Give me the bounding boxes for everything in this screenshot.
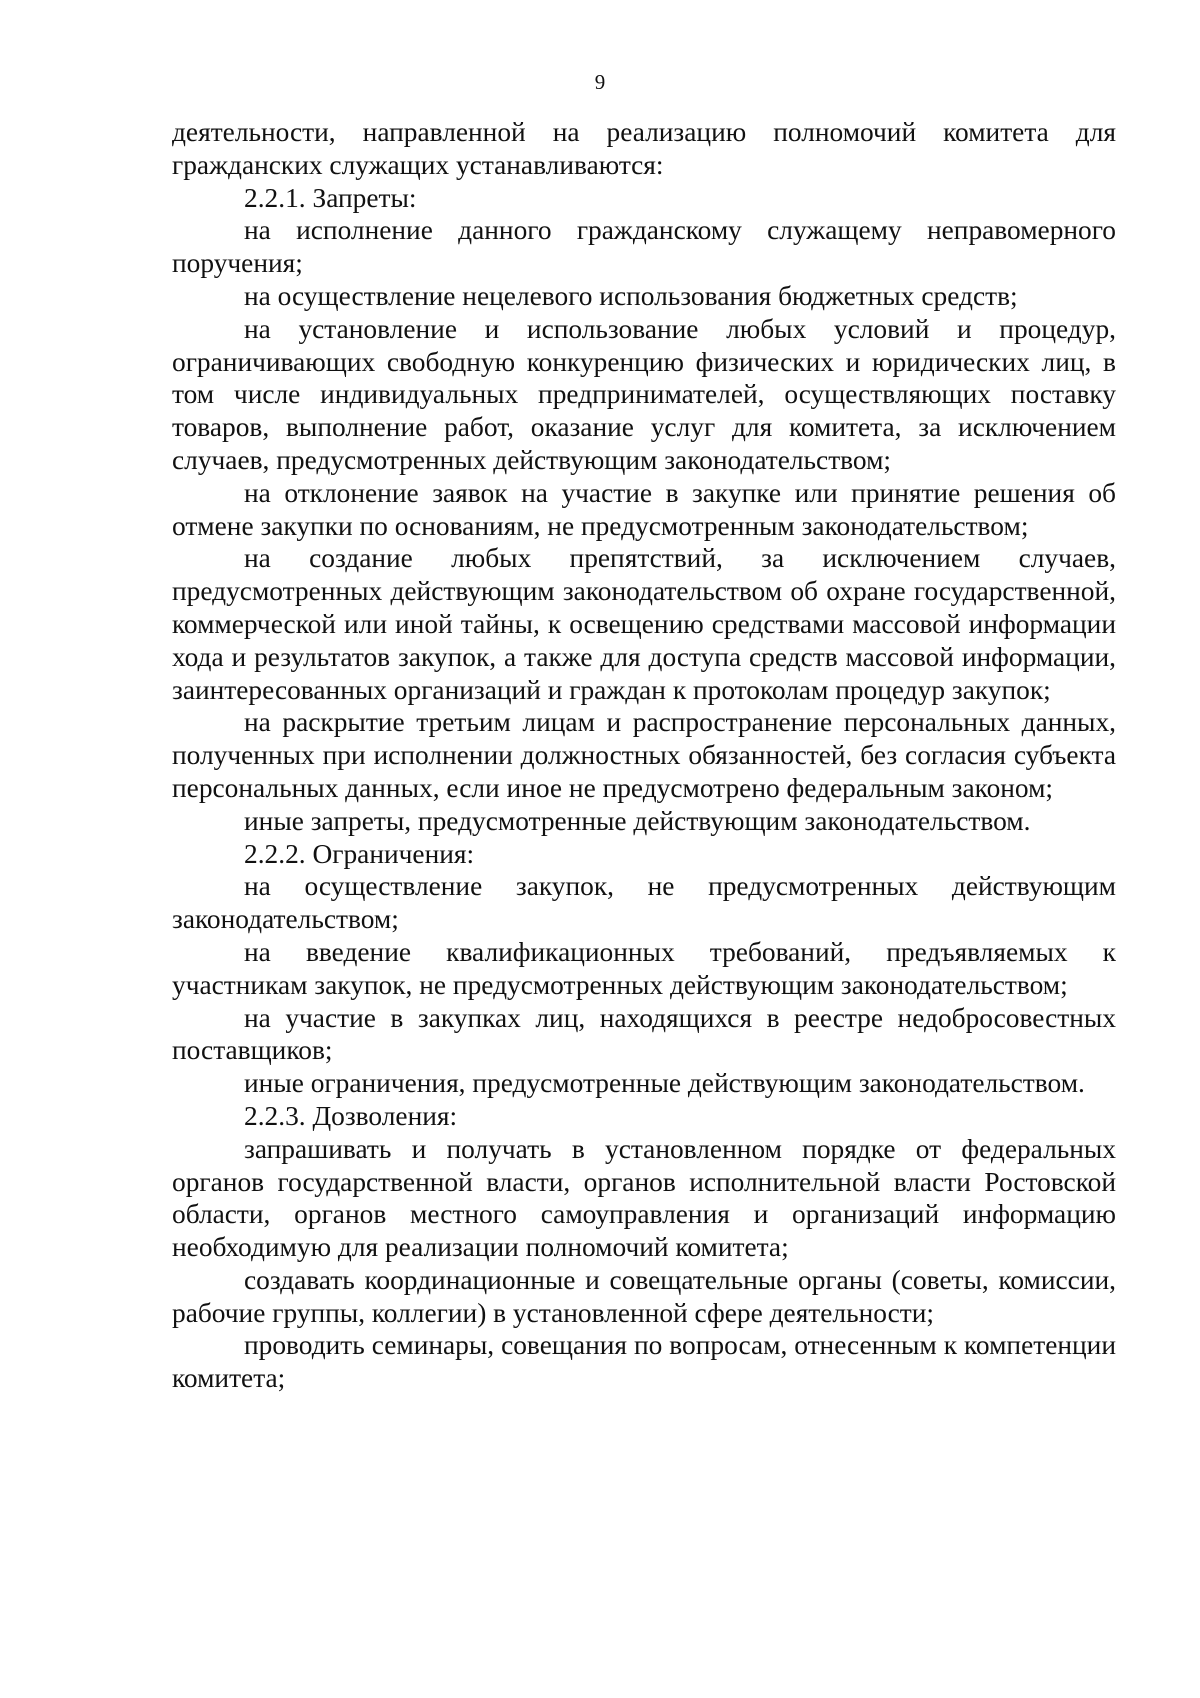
- paragraph: на осуществление закупок, не предусмотренных действующим законодательством;: [172, 871, 1116, 935]
- paragraph: на осуществление нецелевого использования бюджетных средств;: [244, 280, 1018, 311]
- paragraph: создавать координационные и совещательные органы (советы, комиссии, рабочие группы, коллегии) в установленной сфере деятельности;: [172, 1264, 1116, 1328]
- paragraph: проводить семинары, совещания по вопросам, отнесенным к компетенции комитета;: [172, 1330, 1116, 1394]
- document-body: [172, 116, 1116, 1395]
- paragraph-continuation: деятельности, направленной на реализацию полномочий комитета для гражданских служащих устанавливаются:: [172, 117, 1116, 180]
- section-heading-restrictions: 2.2.2. Ограничения:: [244, 838, 475, 869]
- paragraph: на создание любых препятствий, за исключением случаев, предусмотренных действующим законодательством об охране государственной, коммерческой или иной тайны, к освещению средствами массовой информации хода и результатов закупок, а также для доступа средств массовой информации, заинтересованных организаций и граждан к протоколам процедур закупок;: [172, 543, 1116, 705]
- paragraph: на установление и использование любых условий и процедур, ограничивающих свободную конкуренцию физических и юридических лиц, в том числе индивидуальных предпринимателей, осуществляющих поставку товаров, выполнение работ, оказание услуг для комитета, за исключением случаев, предусмотренных действующим законодательством;: [172, 313, 1116, 475]
- paragraph: на отклонение заявок на участие в закупке или принятие решения об отмене закупки по основаниям, не предусмотренным законодательством;: [172, 477, 1116, 541]
- section-heading-permissions: 2.2.3. Дозволения:: [244, 1100, 458, 1131]
- paragraph: иные запреты, предусмотренные действующим законодательством.: [244, 805, 1031, 836]
- page-number: 9: [594, 70, 606, 94]
- section-heading-prohibitions: 2.2.1. Запреты:: [244, 182, 417, 213]
- paragraph: на введение квалификационных требований, предъявляемых к участникам закупок, не предусмотренных действующим законодательством;: [172, 936, 1116, 1000]
- paragraph: на раскрытие третьим лицам и распространение персональных данных, полученных при исполнении должностных обязанностей, без согласия субъекта персональных данных, если иное не предусмотрено федеральным законом;: [172, 707, 1116, 803]
- paragraph: иные ограничения, предусмотренные действующим законодательством.: [244, 1068, 1085, 1099]
- paragraph: запрашивать и получать в установленном порядке от федеральных органов государственной власти, органов исполнительной власти Ростовской области, органов местного самоуправления и организаций информацию необходимую для реализации полномочий комитета;: [172, 1133, 1116, 1263]
- paragraph: на участие в закупках лиц, находящихся в реестре недобросовестных поставщиков;: [172, 1002, 1116, 1066]
- paragraph: на исполнение данного гражданскому служащему неправомерного поручения;: [172, 215, 1116, 279]
